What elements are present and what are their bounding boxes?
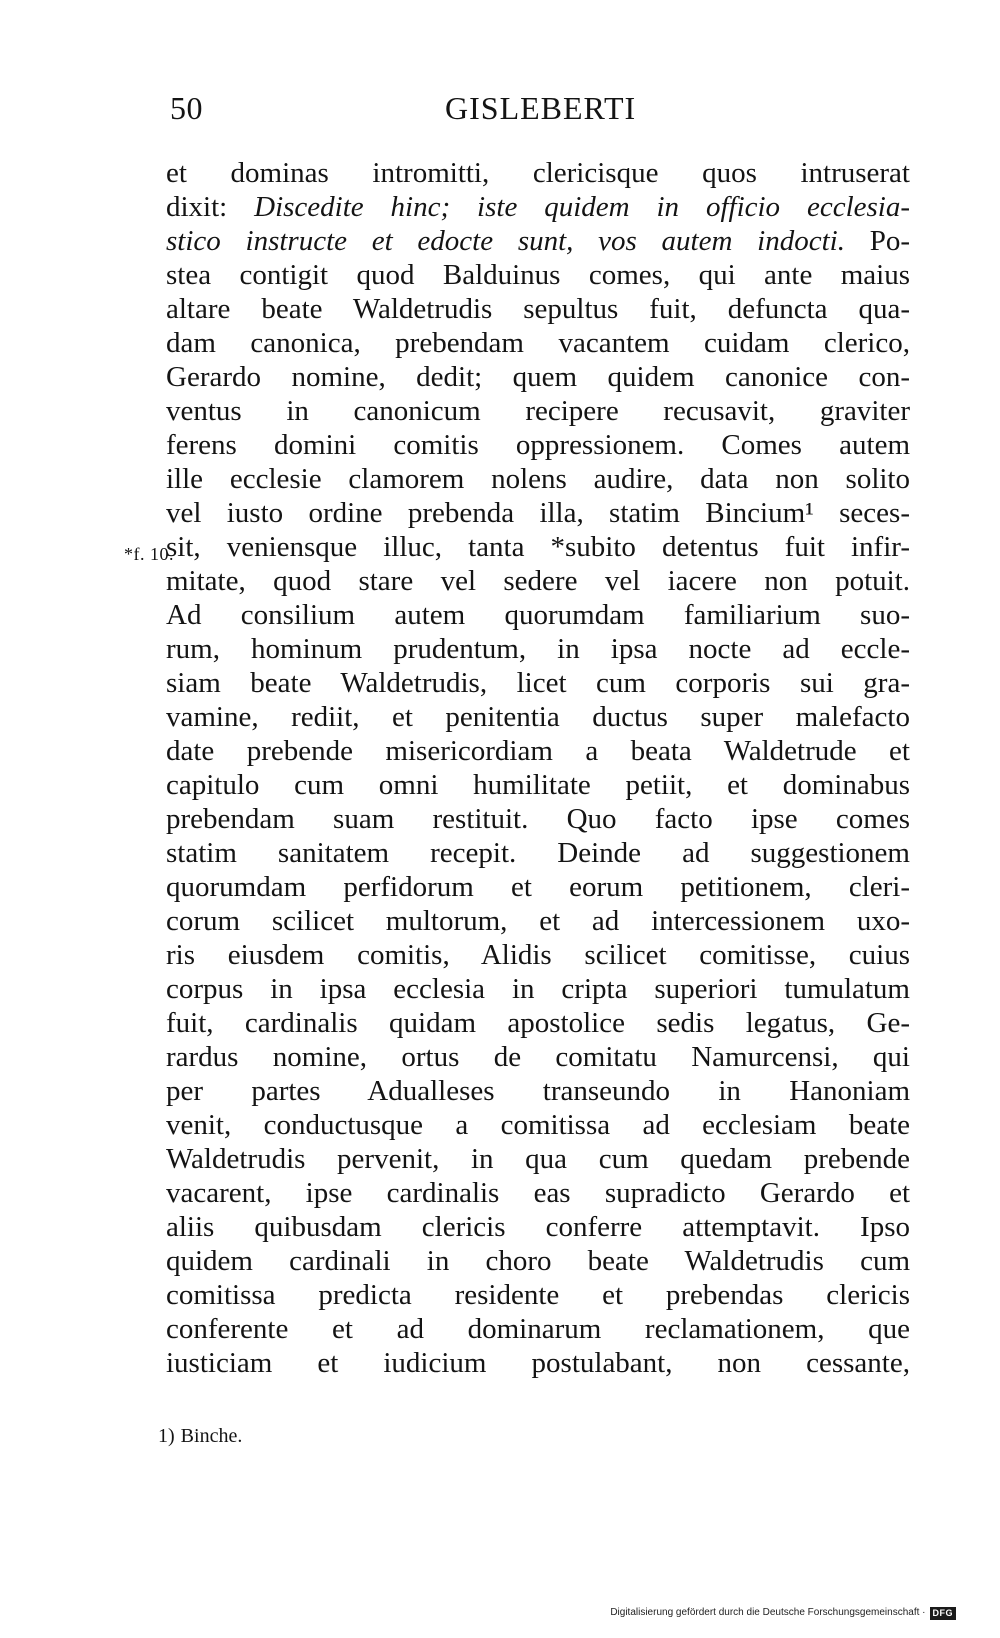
text-segment: vel iusto ordine prebenda illa, statim Bincium¹ seces-: [166, 497, 910, 529]
text-segment: Gerardo nomine, dedit; quem quidem canonice con-: [166, 361, 910, 393]
page-number: 50: [170, 90, 203, 126]
text-line: [166, 768, 910, 802]
text-segment: ferens domini comitis oppressionem. Comes autem: [166, 429, 910, 461]
text-segment: ventus in canonicum recipere recusavit, graviter: [166, 395, 910, 427]
text-line: [166, 1244, 910, 1278]
text-segment: corum scilicet multorum, et ad intercessionem uxo-: [166, 905, 910, 937]
text-segment: per partes Adualleses transeundo in Hanoniam: [166, 1075, 910, 1107]
text-line: [166, 1074, 910, 1108]
text-line: [166, 258, 910, 292]
text-segment: mitate, quod stare vel sedere vel iacere non potuit.: [166, 565, 910, 597]
text-segment: altare beate Waldetrudis sepultus fuit, defuncta qua-: [166, 293, 910, 325]
digitization-credit: [610, 1606, 956, 1620]
text-line: [166, 938, 910, 972]
text-segment: statim sanitatem recepit. Deinde ad suggestionem: [166, 837, 910, 869]
text-line: [166, 1108, 910, 1142]
text-line: [166, 224, 910, 258]
text-line: [166, 1142, 910, 1176]
text-line: [166, 836, 910, 870]
text-line: [166, 190, 910, 224]
text-segment: corpus in ipsa ecclesia in cripta superiori tumulatum: [166, 973, 910, 1005]
text-segment: ille ecclesie clamorem nolens audire, data non solito: [166, 463, 910, 495]
text-line: [166, 462, 910, 496]
text-segment: dixit:: [166, 191, 255, 223]
italic-text-segment: stico instructe et edocte sunt, vos autem indocti.: [166, 225, 845, 257]
text-segment: capitulo cum omni humilitate petiit, et dominabus: [166, 769, 910, 801]
text-line: [166, 1176, 910, 1210]
text-line: [166, 564, 910, 598]
text-line: [166, 1210, 910, 1244]
dfg-logo: DFG: [930, 1607, 957, 1620]
text-line: [166, 1040, 910, 1074]
text-segment: aliis quibusdam clericis conferre attemptavit. Ipso: [166, 1211, 910, 1243]
text-line: [166, 1312, 910, 1346]
text-segment: conferente et ad dominarum reclamationem, que: [166, 1313, 910, 1345]
text-segment: comitissa predicta residente et prebendas clericis: [166, 1279, 910, 1311]
text-line: [166, 394, 910, 428]
text-segment: rardus nomine, ortus de comitatu Namurcensi, qui: [166, 1041, 910, 1073]
text-line: [166, 360, 910, 394]
footnote-number: 1): [158, 1425, 175, 1447]
text-line: [166, 904, 910, 938]
credit-text: Digitalisierung gefördert durch die Deutsche Forschungsgemeinschaft ·: [610, 1607, 926, 1618]
text-segment: prebendam suam restituit. Quo facto ipse comes: [166, 803, 910, 835]
text-segment: Po-: [844, 225, 910, 257]
text-segment: fuit, cardinalis quidam apostolice sedis legatus, Ge-: [166, 1007, 910, 1039]
text-line: [166, 700, 910, 734]
text-line: [166, 972, 910, 1006]
text-segment: Waldetrudis pervenit, in qua cum quedam prebende: [166, 1143, 910, 1175]
text-segment: dam canonica, prebendam vacantem cuidam clerico,: [166, 327, 910, 359]
text-line: [166, 292, 910, 326]
text-line: [166, 530, 910, 564]
text-line: [166, 1346, 910, 1380]
text-line: [166, 326, 910, 360]
running-head: GISLEBERTI: [445, 90, 637, 126]
margin-folio-note: *f. 10.: [124, 544, 174, 564]
text-line: [166, 632, 910, 666]
text-line: [166, 496, 910, 530]
text-segment: siam beate Waldetrudis, licet cum corporis sui gra-: [166, 667, 910, 699]
text-segment: ris eiusdem comitis, Alidis scilicet comitisse, cuius: [166, 939, 910, 971]
text-line: [166, 598, 910, 632]
text-line: [166, 802, 910, 836]
text-segment: quidem cardinali in choro beate Waldetrudis cum: [166, 1245, 910, 1277]
footnote-text: Binche.: [180, 1425, 243, 1447]
text-segment: stea contigit quod Balduinus comes, qui ante maius: [166, 259, 910, 291]
main-text-block: [166, 156, 910, 1380]
italic-text-segment: Discedite hinc; iste quidem in officio ecclesia-: [254, 191, 910, 223]
text-segment: et dominas intromitti, clericisque quos intruserat: [166, 157, 910, 189]
text-line: [166, 428, 910, 462]
text-line: [166, 666, 910, 700]
text-segment: date prebende misericordiam a beata Waldetrude et: [166, 735, 910, 767]
text-line: [166, 1006, 910, 1040]
text-line: [166, 870, 910, 904]
text-segment: vacarent, ipse cardinalis eas supradicto Gerardo et: [166, 1177, 910, 1209]
text-segment: vamine, rediit, et penitentia ductus super malefacto: [166, 701, 910, 733]
text-line: [166, 734, 910, 768]
text-line: [166, 1278, 910, 1312]
text-segment: Ad consilium autem quorumdam familiarium suo-: [166, 599, 910, 631]
text-segment: rum, hominum prudentum, in ipsa nocte ad eccle-: [166, 633, 910, 665]
text-line: [166, 156, 910, 190]
text-segment: quorumdam perfidorum et eorum petitionem, cleri-: [166, 871, 910, 903]
footnote: [158, 1422, 242, 1450]
text-segment: venit, conductusque a comitissa ad ecclesiam beate: [166, 1109, 910, 1141]
text-segment: sit, veniensque illuc, tanta *subito detentus fuit infir-: [166, 531, 910, 563]
text-segment: iusticiam et iudicium postulabant, non cessante,: [166, 1347, 910, 1379]
